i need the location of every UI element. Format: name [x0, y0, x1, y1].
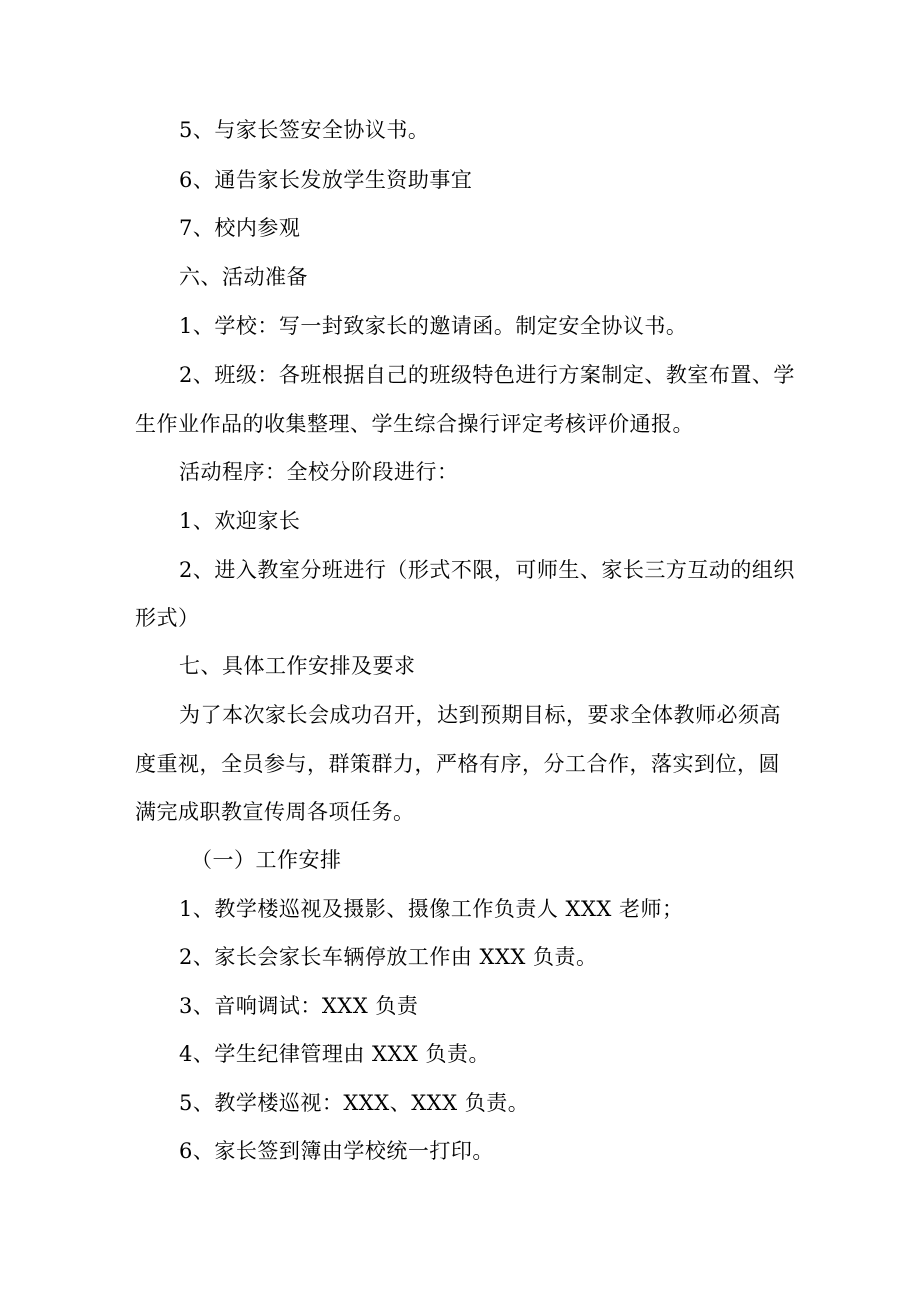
section-heading: 六、活动准备 [179, 265, 308, 289]
text-line: 5、教学楼巡视：XXX、XXX 负责。 [179, 1091, 530, 1115]
section-heading: 七、具体工作安排及要求 [179, 654, 416, 678]
text-line: 7、校内参观 [179, 216, 301, 240]
subsection-heading: （一）工作安排 [191, 848, 342, 872]
text-line: 1、教学楼巡视及摄影、摄像工作负责人 XXX 老师； [179, 897, 684, 921]
text-line: 3、音响调试：XXX 负责 [179, 994, 419, 1018]
text-line: 形式） [135, 606, 200, 630]
text-line: 5、与家长签安全协议书。 [179, 118, 430, 142]
text-line: 为了本次家长会成功召开，达到预期目标，要求全体教师必须高 [179, 703, 781, 727]
text-line: 2、进入教室分班进行（形式不限，可师生、家长三方互动的组织 [179, 558, 795, 582]
text-line: 6、通告家长发放学生资助事宜 [179, 168, 473, 192]
text-line: 生作业作品的收集整理、学生综合操行评定考核评价通报。 [135, 412, 694, 436]
text-line: 活动程序：全校分阶段进行： [179, 460, 459, 484]
text-line: 满完成职教宣传周各项任务。 [135, 800, 415, 824]
text-line: 2、家长会家长车辆停放工作由 XXX 负责。 [179, 945, 598, 969]
text-line: 度重视，全员参与，群策群力，严格有序，分工合作，落实到位，圆 [135, 752, 780, 776]
text-line: 2、班级：各班根据自己的班级特色进行方案制定、教室布置、学 [179, 363, 795, 387]
text-line: 1、欢迎家长 [179, 509, 301, 533]
text-line: 1、学校：写一封致家长的邀请函。制定安全协议书。 [179, 314, 688, 338]
text-line: 6、家长签到簿由学校统一打印。 [179, 1139, 494, 1163]
text-line: 4、学生纪律管理由 XXX 负责。 [179, 1042, 491, 1066]
